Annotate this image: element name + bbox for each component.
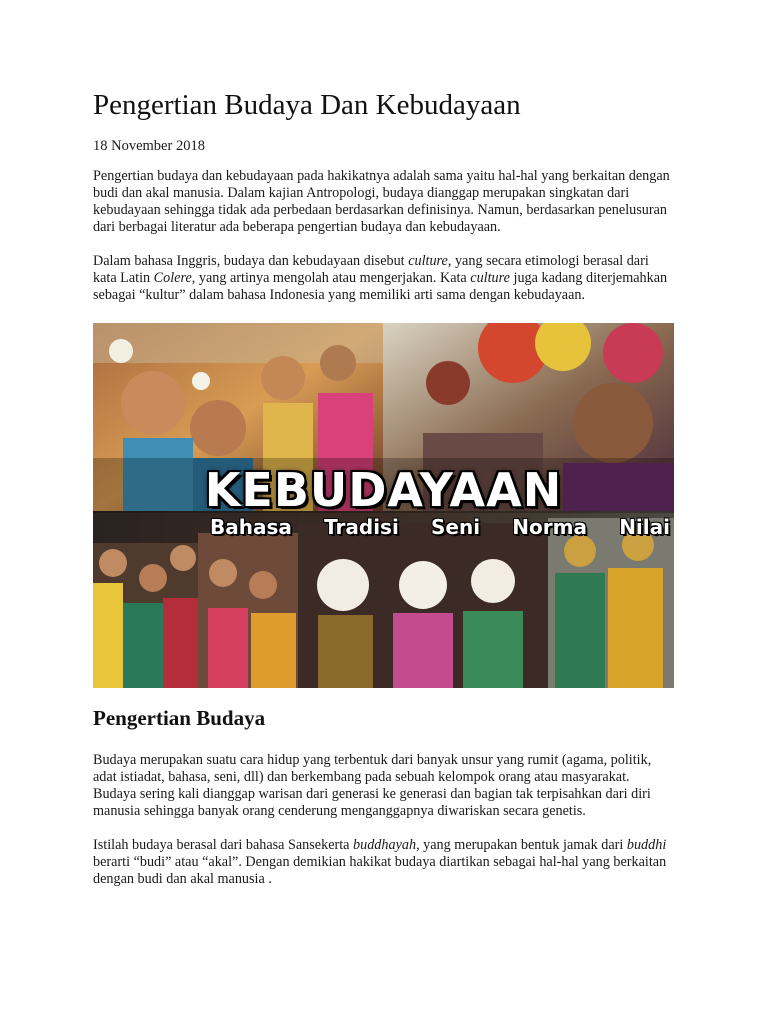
text-run: , yang merupakan bentuk jamak dari — [416, 837, 627, 853]
post-date: 18 November 2018 — [93, 138, 205, 154]
section-heading: Pengertian Budaya — [93, 706, 266, 730]
image-tag: Tradisi — [324, 515, 399, 539]
text-run: berarti “budi” atau “akal”. Dengan demikian hakikat budaya diartikan sebagai hal-hal yang berkaitan dengan budi dan akal manusia . — [93, 854, 667, 887]
image-tag: Bahasa — [210, 515, 292, 539]
article — [93, 86, 675, 888]
italic-term: Colere — [153, 270, 192, 286]
intro-paragraph: Pengertian budaya dan kebudayaan pada hakikatnya adalah sama yaitu hal-hal yang berkaitan dengan budi dan akal manusia. Dalam kajian Antropologi, budaya dianggap merupakan singkatan dari kebudayaan sehingga tidak ada perbedaan berdasarkan definisinya. Namun, berdasarkan penelusuran dari berbagai literatur ada beberapa pengertian budaya dan kebudayaan. — [93, 168, 670, 235]
text-run: juga kadang diterjemahkan sebagai “kultur” dalam bahasa Indonesia yang memiliki arti sama dengan kebudayaan. — [93, 270, 668, 303]
italic-term: buddhi — [626, 837, 667, 853]
text-run: Dalam bahasa Inggris, budaya dan kebudayaan disebut — [93, 253, 409, 269]
budaya-definition-paragraph: Budaya merupakan suatu cara hidup yang terbentuk dari banyak unsur yang rumit (agama, politik, adat istiadat, bahasa, seni, dll) dan berkembang pada sebuah kelompok orang atau masyarakat. Budaya sering kali dianggap warisan dari generasi ke generasi dan bagian tak terpisahkan dari diri manusia sehingga banyak orang cenderung menganggapnya diwariskan secara genetis. — [93, 752, 652, 819]
text-run: , yang secara etimologi berasal dari kata Latin — [93, 253, 649, 286]
page-title: Pengertian Budaya Dan Kebudayaan — [93, 89, 521, 121]
kebudayaan-collage-image — [93, 323, 674, 688]
culture-etymology-paragraph — [93, 253, 675, 304]
image-tag-list — [210, 515, 670, 539]
italic-term: buddhayah — [353, 837, 417, 853]
text-run: Istilah budaya berasal dari bahasa Sansekerta — [93, 837, 353, 853]
image-tag: Norma — [512, 515, 587, 539]
image-title-text: KEBUDAYAAN — [204, 463, 563, 517]
text-run: , yang artinya mengolah atau mengerjakan. Kata — [191, 270, 471, 286]
image-tag: Nilai — [619, 515, 670, 539]
image-tag: Seni — [431, 515, 481, 539]
italic-term: culture — [408, 253, 448, 269]
italic-term: culture — [470, 270, 510, 286]
budaya-origin-paragraph — [93, 837, 675, 888]
